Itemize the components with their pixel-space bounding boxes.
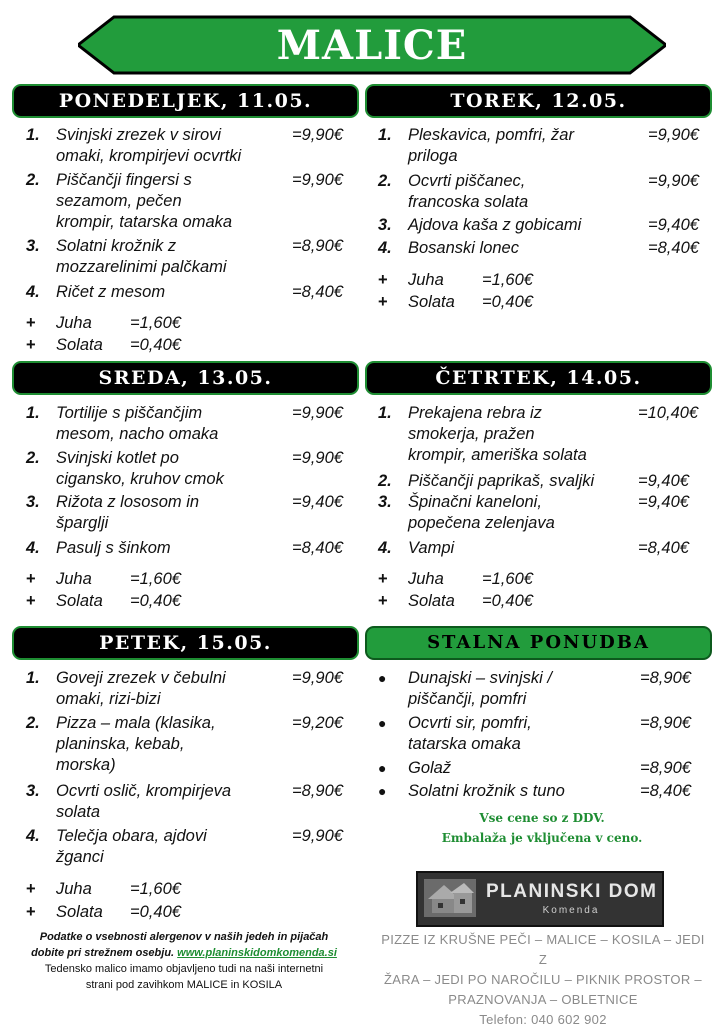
menu-item bbox=[26, 538, 356, 559]
packaging-note: Embalaža je vključena v ceno. bbox=[441, 831, 643, 845]
item-number: 1. bbox=[26, 404, 40, 422]
addon-price: =0,40€ bbox=[130, 592, 181, 610]
item-price: =9,90€ bbox=[292, 404, 343, 422]
item-number: 3. bbox=[378, 216, 392, 234]
plus-sign: + bbox=[378, 293, 388, 311]
addon-item bbox=[26, 335, 226, 356]
item-name-line: krompir, ameriška solata bbox=[408, 446, 587, 464]
menu-item bbox=[26, 826, 356, 868]
allergen-line-1: Podatke o vsebnosti alergenov v naših jedeh in pijačah bbox=[39, 931, 329, 943]
addon-item bbox=[26, 569, 226, 590]
item-price: =9,90€ bbox=[648, 172, 699, 190]
item-price: =9,40€ bbox=[638, 472, 689, 490]
day-header: TOREK, 12.05. bbox=[367, 86, 710, 116]
item-name-line: morska) bbox=[56, 756, 116, 774]
item-price: =9,20€ bbox=[292, 714, 343, 732]
item-number: 2. bbox=[378, 472, 392, 490]
plus-sign: + bbox=[26, 336, 36, 354]
plus-sign: + bbox=[378, 592, 388, 610]
item-number: 1. bbox=[26, 126, 40, 144]
services-line-2: ŽARA – JEDI PO NAROČILU – PIKNIK PROSTOR – bbox=[384, 972, 702, 987]
menu-item bbox=[378, 471, 708, 492]
item-name-line: omaki, rizi-bizi bbox=[56, 690, 161, 708]
addon-item bbox=[378, 270, 578, 291]
item-name-line: Ocvrti oslič, krompirjeva bbox=[56, 782, 232, 800]
addon-price: =0,40€ bbox=[130, 903, 181, 921]
item-name-line: Pizza – mala (klasika, bbox=[56, 714, 216, 732]
addon-item bbox=[26, 313, 226, 334]
addon-item bbox=[26, 879, 226, 900]
addon-name: Solata bbox=[408, 293, 455, 311]
item-name-line: Piščančji fingersi s bbox=[56, 171, 192, 189]
menu-item bbox=[378, 238, 708, 259]
addon-price: =1,60€ bbox=[130, 880, 181, 898]
item-price: =9,90€ bbox=[648, 126, 699, 144]
item-number: 3. bbox=[26, 782, 40, 800]
item-price: =8,90€ bbox=[292, 782, 343, 800]
addon-name: Juha bbox=[56, 314, 92, 332]
addon-name: Juha bbox=[408, 570, 444, 588]
item-number: 4. bbox=[378, 539, 392, 557]
item-price: =8,40€ bbox=[292, 283, 343, 301]
item-name-line: Ocvrti piščanec, bbox=[408, 172, 526, 190]
item-price: =8,40€ bbox=[640, 782, 691, 800]
item-name-line: Ocvrti sir, pomfri, bbox=[408, 714, 532, 732]
item-name-line: omaki, krompirjevi ocvrtki bbox=[56, 147, 242, 165]
item-number: 2. bbox=[26, 714, 40, 732]
item-name-line: šparglji bbox=[56, 514, 109, 532]
item-name-line: priloga bbox=[408, 147, 458, 165]
plus-sign: + bbox=[26, 880, 36, 898]
addon-name: Juha bbox=[408, 271, 444, 289]
bullet-icon: ● bbox=[378, 670, 387, 686]
item-name-line: Pleskavica, pomfri, žar bbox=[408, 126, 574, 144]
item-price: =8,40€ bbox=[638, 539, 689, 557]
allergen-line-2-text: dobite pri strežnem osebju. bbox=[31, 947, 175, 959]
services-list bbox=[376, 930, 710, 1030]
item-price: =9,40€ bbox=[648, 216, 699, 234]
addon-name: Solata bbox=[56, 903, 103, 921]
menu-item bbox=[26, 668, 356, 710]
item-number: 2. bbox=[26, 449, 40, 467]
addon-item bbox=[26, 591, 226, 612]
item-price: =9,40€ bbox=[292, 493, 343, 511]
allergen-line-2 bbox=[14, 945, 354, 961]
phone-number: Telefon: 040 602 902 bbox=[479, 1012, 607, 1027]
item-name-line: francoska solata bbox=[408, 193, 529, 211]
item-name-line: piščančji, pomfri bbox=[408, 690, 527, 708]
item-name-line: popečena zelenjava bbox=[408, 514, 555, 532]
item-number: 2. bbox=[26, 171, 40, 189]
item-price: =8,40€ bbox=[292, 539, 343, 557]
item-name-line: Prekajena rebra iz bbox=[408, 404, 542, 422]
title-banner bbox=[78, 15, 666, 75]
item-price: =8,90€ bbox=[292, 237, 343, 255]
standing-item bbox=[378, 758, 708, 779]
item-name-line: Golaž bbox=[408, 759, 452, 777]
addon-item bbox=[378, 591, 578, 612]
item-number: 2. bbox=[378, 172, 392, 190]
item-price: =9,90€ bbox=[292, 449, 343, 467]
day-header: PONEDELJEK, 11.05. bbox=[14, 86, 357, 116]
menu-item bbox=[378, 403, 708, 466]
plus-sign: + bbox=[26, 570, 36, 588]
item-name-line: Vampi bbox=[408, 539, 455, 557]
menu-item bbox=[26, 282, 356, 303]
menu-item bbox=[26, 403, 356, 445]
item-name-line: Svinjski zrezek v sirovi bbox=[56, 126, 222, 144]
addon-price: =0,40€ bbox=[130, 336, 181, 354]
standing-item bbox=[378, 781, 708, 802]
menu-item bbox=[26, 236, 356, 278]
item-number: 3. bbox=[26, 237, 40, 255]
menu-item bbox=[26, 781, 356, 823]
addon-item bbox=[378, 569, 578, 590]
item-name-line: krompir, tatarska omaka bbox=[56, 213, 233, 231]
item-name-line: Ričet z mesom bbox=[56, 283, 166, 301]
weekly-line-1: Tedensko malico imamo objavljeno tudi na naši internetni bbox=[44, 963, 324, 975]
logo-title: PLANINSKI DOM bbox=[486, 881, 658, 902]
addon-price: =1,60€ bbox=[130, 570, 181, 588]
addon-name: Solata bbox=[56, 592, 103, 610]
item-price: =8,90€ bbox=[640, 669, 691, 687]
item-name-line: Špinačni kaneloni, bbox=[408, 493, 542, 511]
addon-name: Solata bbox=[56, 336, 103, 354]
bullet-icon: ● bbox=[378, 715, 387, 731]
bullet-icon: ● bbox=[378, 783, 387, 799]
item-name-line: planinska, kebab, bbox=[56, 735, 185, 753]
menu-item bbox=[26, 125, 356, 167]
item-name-line: Telečja obara, ajdovi bbox=[56, 827, 207, 845]
addon-name: Solata bbox=[408, 592, 455, 610]
menu-item bbox=[26, 448, 356, 490]
logo-subtitle: Komenda bbox=[542, 905, 600, 916]
menu-item bbox=[26, 170, 356, 233]
item-number: 1. bbox=[378, 404, 392, 422]
item-name-line: mozzarelinimi palčkami bbox=[56, 258, 227, 276]
item-number: 4. bbox=[26, 283, 40, 301]
menu-item bbox=[26, 492, 356, 534]
item-name-line: Pasulj s šinkom bbox=[56, 539, 171, 557]
plus-sign: + bbox=[26, 592, 36, 610]
page-title: MALICE bbox=[276, 22, 468, 69]
restaurant-logo bbox=[416, 871, 664, 927]
vat-note: Vse cene so z DDV. bbox=[479, 811, 605, 825]
item-name-line: Solatni krožnik s tuno bbox=[408, 782, 565, 800]
menu-item bbox=[378, 125, 708, 167]
item-name-line: Piščančji paprikaš, svaljki bbox=[408, 472, 595, 490]
addon-price: =1,60€ bbox=[130, 314, 181, 332]
services-line-3: PRAZNOVANJA – OBLETNICE bbox=[448, 992, 638, 1007]
weekly-line-2: strani pod zavihkom MALICE in KOSILA bbox=[85, 979, 283, 991]
item-price: =9,40€ bbox=[638, 493, 689, 511]
item-price: =9,90€ bbox=[292, 126, 343, 144]
bullet-icon: ● bbox=[378, 760, 387, 776]
item-number: 3. bbox=[26, 493, 40, 511]
menu-item bbox=[26, 713, 356, 776]
services-line-1: PIZZE IZ KRUŠNE PEČI – MALICE – KOSILA – JEDI Z bbox=[381, 932, 705, 967]
menu-item bbox=[378, 215, 708, 236]
plus-sign: + bbox=[378, 570, 388, 588]
standing-item bbox=[378, 713, 708, 755]
addon-price: =1,60€ bbox=[482, 570, 533, 588]
item-name-line: mesom, nacho omaka bbox=[56, 425, 219, 443]
item-name-line: tatarska omaka bbox=[408, 735, 521, 753]
item-number: 3. bbox=[378, 493, 392, 511]
plus-sign: + bbox=[378, 271, 388, 289]
item-price: =9,90€ bbox=[292, 669, 343, 687]
item-number: 4. bbox=[26, 827, 40, 845]
addon-price: =1,60€ bbox=[482, 271, 533, 289]
addon-price: =0,40€ bbox=[482, 592, 533, 610]
item-name-line: Svinjski kotlet po bbox=[56, 449, 179, 467]
menu-item bbox=[378, 171, 708, 213]
item-name-line: Rižota z lososom in bbox=[56, 493, 200, 511]
item-number: 1. bbox=[26, 669, 40, 687]
item-price: =8,90€ bbox=[640, 714, 691, 732]
addon-name: Juha bbox=[56, 880, 92, 898]
item-name-line: Bosanski lonec bbox=[408, 239, 519, 257]
item-number: 4. bbox=[26, 539, 40, 557]
item-price: =8,90€ bbox=[640, 759, 691, 777]
addon-item bbox=[26, 902, 226, 923]
item-name-line: Dunajski – svinjski / bbox=[408, 669, 552, 687]
addon-price: =0,40€ bbox=[482, 293, 533, 311]
menu-item bbox=[378, 538, 708, 559]
item-price: =9,90€ bbox=[292, 827, 343, 845]
website-link[interactable]: www.planinskidomkomenda.si bbox=[177, 947, 337, 959]
item-name-line: Ajdova kaša z gobicami bbox=[408, 216, 582, 234]
item-number: 1. bbox=[378, 126, 392, 144]
item-name-line: smokerja, pražen bbox=[408, 425, 535, 443]
addon-item bbox=[378, 292, 578, 313]
item-price: =8,40€ bbox=[648, 239, 699, 257]
item-name-line: sezamom, pečen bbox=[56, 192, 182, 210]
item-name-line: solata bbox=[56, 803, 101, 821]
item-price: =10,40€ bbox=[638, 404, 699, 422]
standing-offer-header: STALNA PONUDBA bbox=[367, 628, 710, 658]
item-name-line: žganci bbox=[56, 848, 104, 866]
plus-sign: + bbox=[26, 314, 36, 332]
item-price: =9,90€ bbox=[292, 171, 343, 189]
item-name-line: Solatni krožnik z bbox=[56, 237, 177, 255]
house-icon bbox=[424, 879, 476, 917]
addon-name: Juha bbox=[56, 570, 92, 588]
day-header: SREDA, 13.05. bbox=[14, 363, 357, 393]
menu-item bbox=[378, 492, 708, 534]
allergen-note bbox=[14, 929, 354, 993]
price-notes bbox=[380, 808, 704, 848]
day-header: PETEK, 15.05. bbox=[14, 628, 357, 658]
item-name-line: Goveji zrezek v čebulni bbox=[56, 669, 226, 687]
plus-sign: + bbox=[26, 903, 36, 921]
item-number: 4. bbox=[378, 239, 392, 257]
day-header: ČETRTEK, 14.05. bbox=[367, 363, 710, 393]
item-name-line: cigansko, kruhov cmok bbox=[56, 470, 224, 488]
item-name-line: Tortilije s piščančjim bbox=[56, 404, 203, 422]
standing-item bbox=[378, 668, 708, 710]
